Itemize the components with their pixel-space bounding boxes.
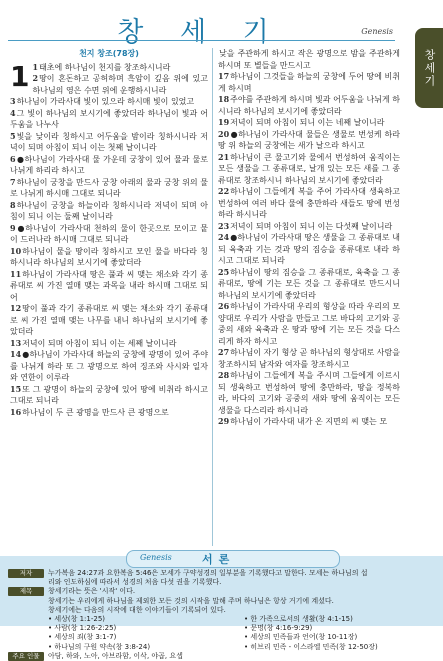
intro-row [8, 569, 440, 578]
verse [218, 370, 400, 416]
verse [218, 221, 400, 233]
verse [218, 232, 400, 267]
verse [10, 131, 208, 154]
intro-row [8, 606, 440, 615]
verse [10, 384, 208, 407]
verse-number: 1 [32, 61, 39, 72]
intro-row [8, 597, 440, 606]
verse [10, 62, 208, 74]
intro-label [8, 597, 44, 606]
verse-text: 땅이 혼돈하고 공허하며 흑암이 깊음 위에 있고 하나님의 영은 수면 위에 운행하시니라 [32, 74, 208, 95]
verse-number: 15 [10, 383, 22, 394]
intro-row-characters [8, 652, 440, 661]
intro-list-item: • 한 가족으로서의 생활(창 4:1-15) [244, 615, 353, 624]
section-heading: 천지 창조(78장) [79, 49, 139, 58]
verse-text: 하나님이 두 큰 광명을 만드사 큰 광명으로 [22, 407, 169, 417]
verse-list [10, 59, 208, 419]
verse-text: 하나님이 가라사대 빛이 있으라 하시매 빛이 있었고 [16, 97, 195, 106]
verse-number: 7 [10, 176, 16, 187]
intro-list-item: • 세상(창 1:1-25) [48, 615, 106, 624]
verse-number: 20 [218, 128, 230, 139]
verse-text: ●하나님이 가라사대 물들은 생물로 번성케 하라 땅 위 하늘의 궁창에는 새가 날으라 하시고 [218, 129, 400, 150]
verse-number: 22 [218, 186, 230, 196]
intro-text: 누가복음 24:27과 요한복음 5:46은 모세가 구약성경의 일부분을 기록했다고 말한다. 모세는 하나님의 섭 [48, 569, 368, 577]
verse-text: 하나님이 큰 물고기와 물에서 번성하여 움직이는 모든 생물을 그 종류대로, 날개 있는 모든 새를 그 종류대로 창조하시니 하나님의 보시기에 좋았더라 [218, 152, 400, 185]
intro-label: 주요 인물 [8, 652, 44, 661]
verse [10, 108, 208, 131]
verse [218, 186, 400, 221]
header-rule [8, 40, 395, 41]
verse-text: 저녁이 되며 아침이 되니 이는 다섯째 날이니라 [230, 221, 393, 231]
verse-text: 땅이 풀과 각기 종류대로 씨 맺는 채소와 각기 종류대로 씨 가진 열매 맺는 나무를 내니 하나님의 보시기에 좋았더라 [10, 304, 208, 336]
verse-number: 26 [218, 301, 230, 311]
intro-text: 창세기는 우리에게 하나님을 제외한 모든 것의 시작을 말해 주며 하나님은 항상 거기에 계셨다. [48, 596, 334, 605]
verse-number: 28 [218, 370, 230, 380]
verse-text: 하나님이 가라사대 땅은 풀과 씨 맺는 채소와 각기 종류대로 씨 가진 열매 맺는 과목을 내라 하시매 그대로 되어 [10, 269, 208, 302]
verse-number: 25 [218, 266, 230, 277]
verse-text: 저녁이 되며 아침이 되니 이는 세째 날이니라 [22, 338, 177, 348]
verse-text: 또 그 광명이 하늘의 궁창에 있어 땅에 비취라 하시고 그대로 되니라 [10, 384, 208, 405]
verse-number: 18 [218, 94, 230, 104]
book-title: 창 세 기 [117, 17, 283, 48]
verse-number: 13 [10, 337, 22, 348]
page-header [0, 0, 443, 48]
verse-number: 6 [10, 153, 16, 164]
verse-number: 3 [10, 96, 16, 106]
verse-text: 하나님이 궁창을 만드사 궁창 아래의 물과 궁창 위의 물로 나뉘게 하시매 그대로 되니라 [10, 177, 208, 198]
verse-number: 29 [218, 416, 230, 426]
intro-row [8, 587, 440, 596]
intro-list-item: • 세상의 죄(창 3:1-7) [48, 633, 117, 642]
verse-number: 8 [10, 199, 16, 210]
verse-number: 4 [10, 107, 16, 118]
verse-number: 12 [10, 303, 22, 313]
introduction-title: 서론 [202, 553, 236, 566]
intro-list-item: • 히브리 민족 - 이스라엘 민족(창 12-50장) [244, 642, 378, 651]
verse [10, 177, 208, 200]
verse [10, 269, 208, 304]
verse-text: ●하나님이 가라사대 하늘의 궁창에 광명이 있어 주야를 나뉘게 하라 또 그 광명으로 하여 징조와 사시와 일자와 연한이 이루라 [10, 350, 208, 382]
verse [218, 152, 400, 187]
verse-number: 2 [32, 73, 39, 83]
verse-text: 주야를 주관하게 하시며 빛과 어두움을 나뉘게 하시니라 하나님의 보시기에 좋았더라 [218, 95, 400, 116]
verse-number: 19 [218, 117, 230, 127]
intro-text: 리와 인도하심에 따라서 성경의 처음 다섯 권을 기록했다. [48, 578, 222, 587]
verse-number: 23 [218, 220, 230, 231]
verse [10, 73, 208, 96]
verse-text: ●하나님이 가라사대 땅은 생물을 그 종류대로 내되 육축과 기는 것과 땅의 짐승을 종류대로 내라 하시고 그대로 되니라 [218, 233, 400, 265]
verse-number: 27 [218, 347, 230, 357]
verse [10, 303, 208, 338]
verse-text: 하나님이 그것들을 하늘의 궁창에 두어 땅에 비취게 하시며 [218, 72, 400, 93]
right-column [218, 48, 400, 428]
left-column [10, 48, 208, 418]
introduction-title-en: Genesis [140, 553, 172, 562]
verse [218, 301, 400, 347]
verse-number: 9 [10, 222, 16, 233]
verse [218, 347, 400, 370]
thumb-index-tab[interactable]: 창세기 [415, 28, 443, 108]
intro-label: 저자 [8, 569, 44, 578]
verse [10, 96, 208, 108]
verse [10, 223, 208, 246]
verse-number: 24 [218, 232, 230, 242]
verse-number: 10 [10, 245, 22, 256]
verse [218, 48, 400, 71]
intro-list-row [8, 615, 440, 652]
verse [10, 200, 208, 223]
column-divider [212, 48, 213, 546]
introduction-rows [8, 569, 440, 661]
verse-number: 14 [10, 349, 22, 359]
verse-text: 하나님이 그들에게 복을 주어 가라사대 생육하고 번성하여 여러 바다 물에 충만하라 새들도 땅에 번성하라 하시니라 [218, 187, 400, 219]
verse-number: 5 [10, 130, 16, 141]
intro-list-left [48, 615, 244, 652]
verse-text: ●하나님이 가라사대 천하의 물이 한곳으로 모이고 뭍이 드러나라 하시매 그대로 되니라 [10, 223, 208, 244]
verse-text: 태초에 하나님이 천지를 창조하시니라 [39, 62, 171, 72]
verse-number: 16 [10, 406, 22, 417]
verse-text: 저녁이 되며 아침이 되니 이는 네째 날이니라 [230, 118, 385, 127]
chapter-number: 1 [10, 59, 30, 93]
verse [10, 407, 208, 419]
intro-text: 아담, 하와, 노아, 아브라함, 이삭, 야곱, 요셉 [48, 651, 183, 660]
book-title-en: Genesis [361, 27, 393, 36]
verse-text: 그 빛이 하나님의 보시기에 좋았더라 하나님이 빛과 어두움을 나누사 [10, 108, 208, 129]
intro-text: 창세기라는 뜻은 '시작' 이다. [48, 587, 136, 596]
verse-text: ●하나님이 가라사대 물 가운데 궁창이 있어 물과 물로 나뉘게 하리라 하시고 [10, 154, 208, 175]
intro-label: 제목 [8, 587, 44, 596]
verse-text: 하나님이 그들에게 복을 주시며 그들에게 이르시되 생육하고 번성하여 땅에 충만하라, 땅을 정복하라, 바다의 고기와 공중의 새와 땅에 움직이는 모든 생물을 다스리라 하시니라 [218, 371, 400, 415]
verse-text: 하나님이 땅의 짐승을 그 종류대로, 육축을 그 종류대로, 땅에 기는 모든 것을 그 종류대로 만드시니 하나님의 보시기에 좋았더라 [218, 267, 400, 300]
verse [10, 338, 208, 350]
intro-label [8, 578, 44, 587]
verse [218, 416, 400, 428]
intro-list-right [244, 615, 440, 652]
verse-text: 하나님이 가라사대 우리의 형상을 따라 우리의 모양대로 우리가 사람을 만들고 그로 바다의 고기와 공중의 새와 육축과 온 땅과 땅에 기는 모든 것을 다스리게 하자 하시고 [218, 302, 400, 346]
intro-list-item: • 하나님의 구원 약속(창 3:8-24) [48, 642, 151, 651]
intro-text: 창세기에는 다음의 시작에 대한 이야기들이 기록되어 있다. [48, 605, 226, 614]
verse-text: 하나님이 궁창을 하늘이라 칭하시니라 저녁이 되며 아침이 되니 이는 둘째 날이니라 [10, 200, 208, 221]
verse-number: 17 [218, 71, 230, 81]
verse [10, 154, 208, 177]
intro-list-item: • 문명(창 4:16-9:29) [244, 624, 313, 633]
verse [218, 267, 400, 302]
intro-label [8, 606, 44, 615]
verse [10, 246, 208, 269]
verse-text: 낮을 주관하게 하시고 작은 광명으로 밤을 주관하게 하시며 또 별들을 만드시고 [218, 49, 400, 70]
verse [10, 349, 208, 384]
intro-list-item: • 사람(창 1:26-2:25) [48, 624, 117, 633]
verse [218, 71, 400, 94]
verse [218, 94, 400, 117]
verse [218, 117, 400, 129]
intro-list-item: • 세상의 민족들과 언어(창 10-11장) [244, 633, 358, 642]
verse-text: 하나님이 뭍을 땅이라 칭하시고 모인 물을 바다라 칭하시니라 하나님의 보시기에 좋았더라 [10, 246, 208, 267]
verse-list [218, 48, 400, 428]
verse-text: 빛을 낮이라 칭하시고 어두움을 밤이라 칭하시니라 저녁이 되며 아침이 되니 이는 첫째 날이니라 [10, 131, 208, 152]
verse [218, 129, 400, 152]
verse-text: 하나님이 자기 형상 곧 하나님의 형상대로 사람을 창조하시되 남자와 여자를 창조하시고 [218, 348, 400, 369]
verse-number: 21 [218, 151, 230, 162]
verse-number: 11 [10, 268, 22, 279]
verse-text: 하나님이 가라사대 내가 온 지면의 씨 맺는 모 [230, 417, 388, 426]
